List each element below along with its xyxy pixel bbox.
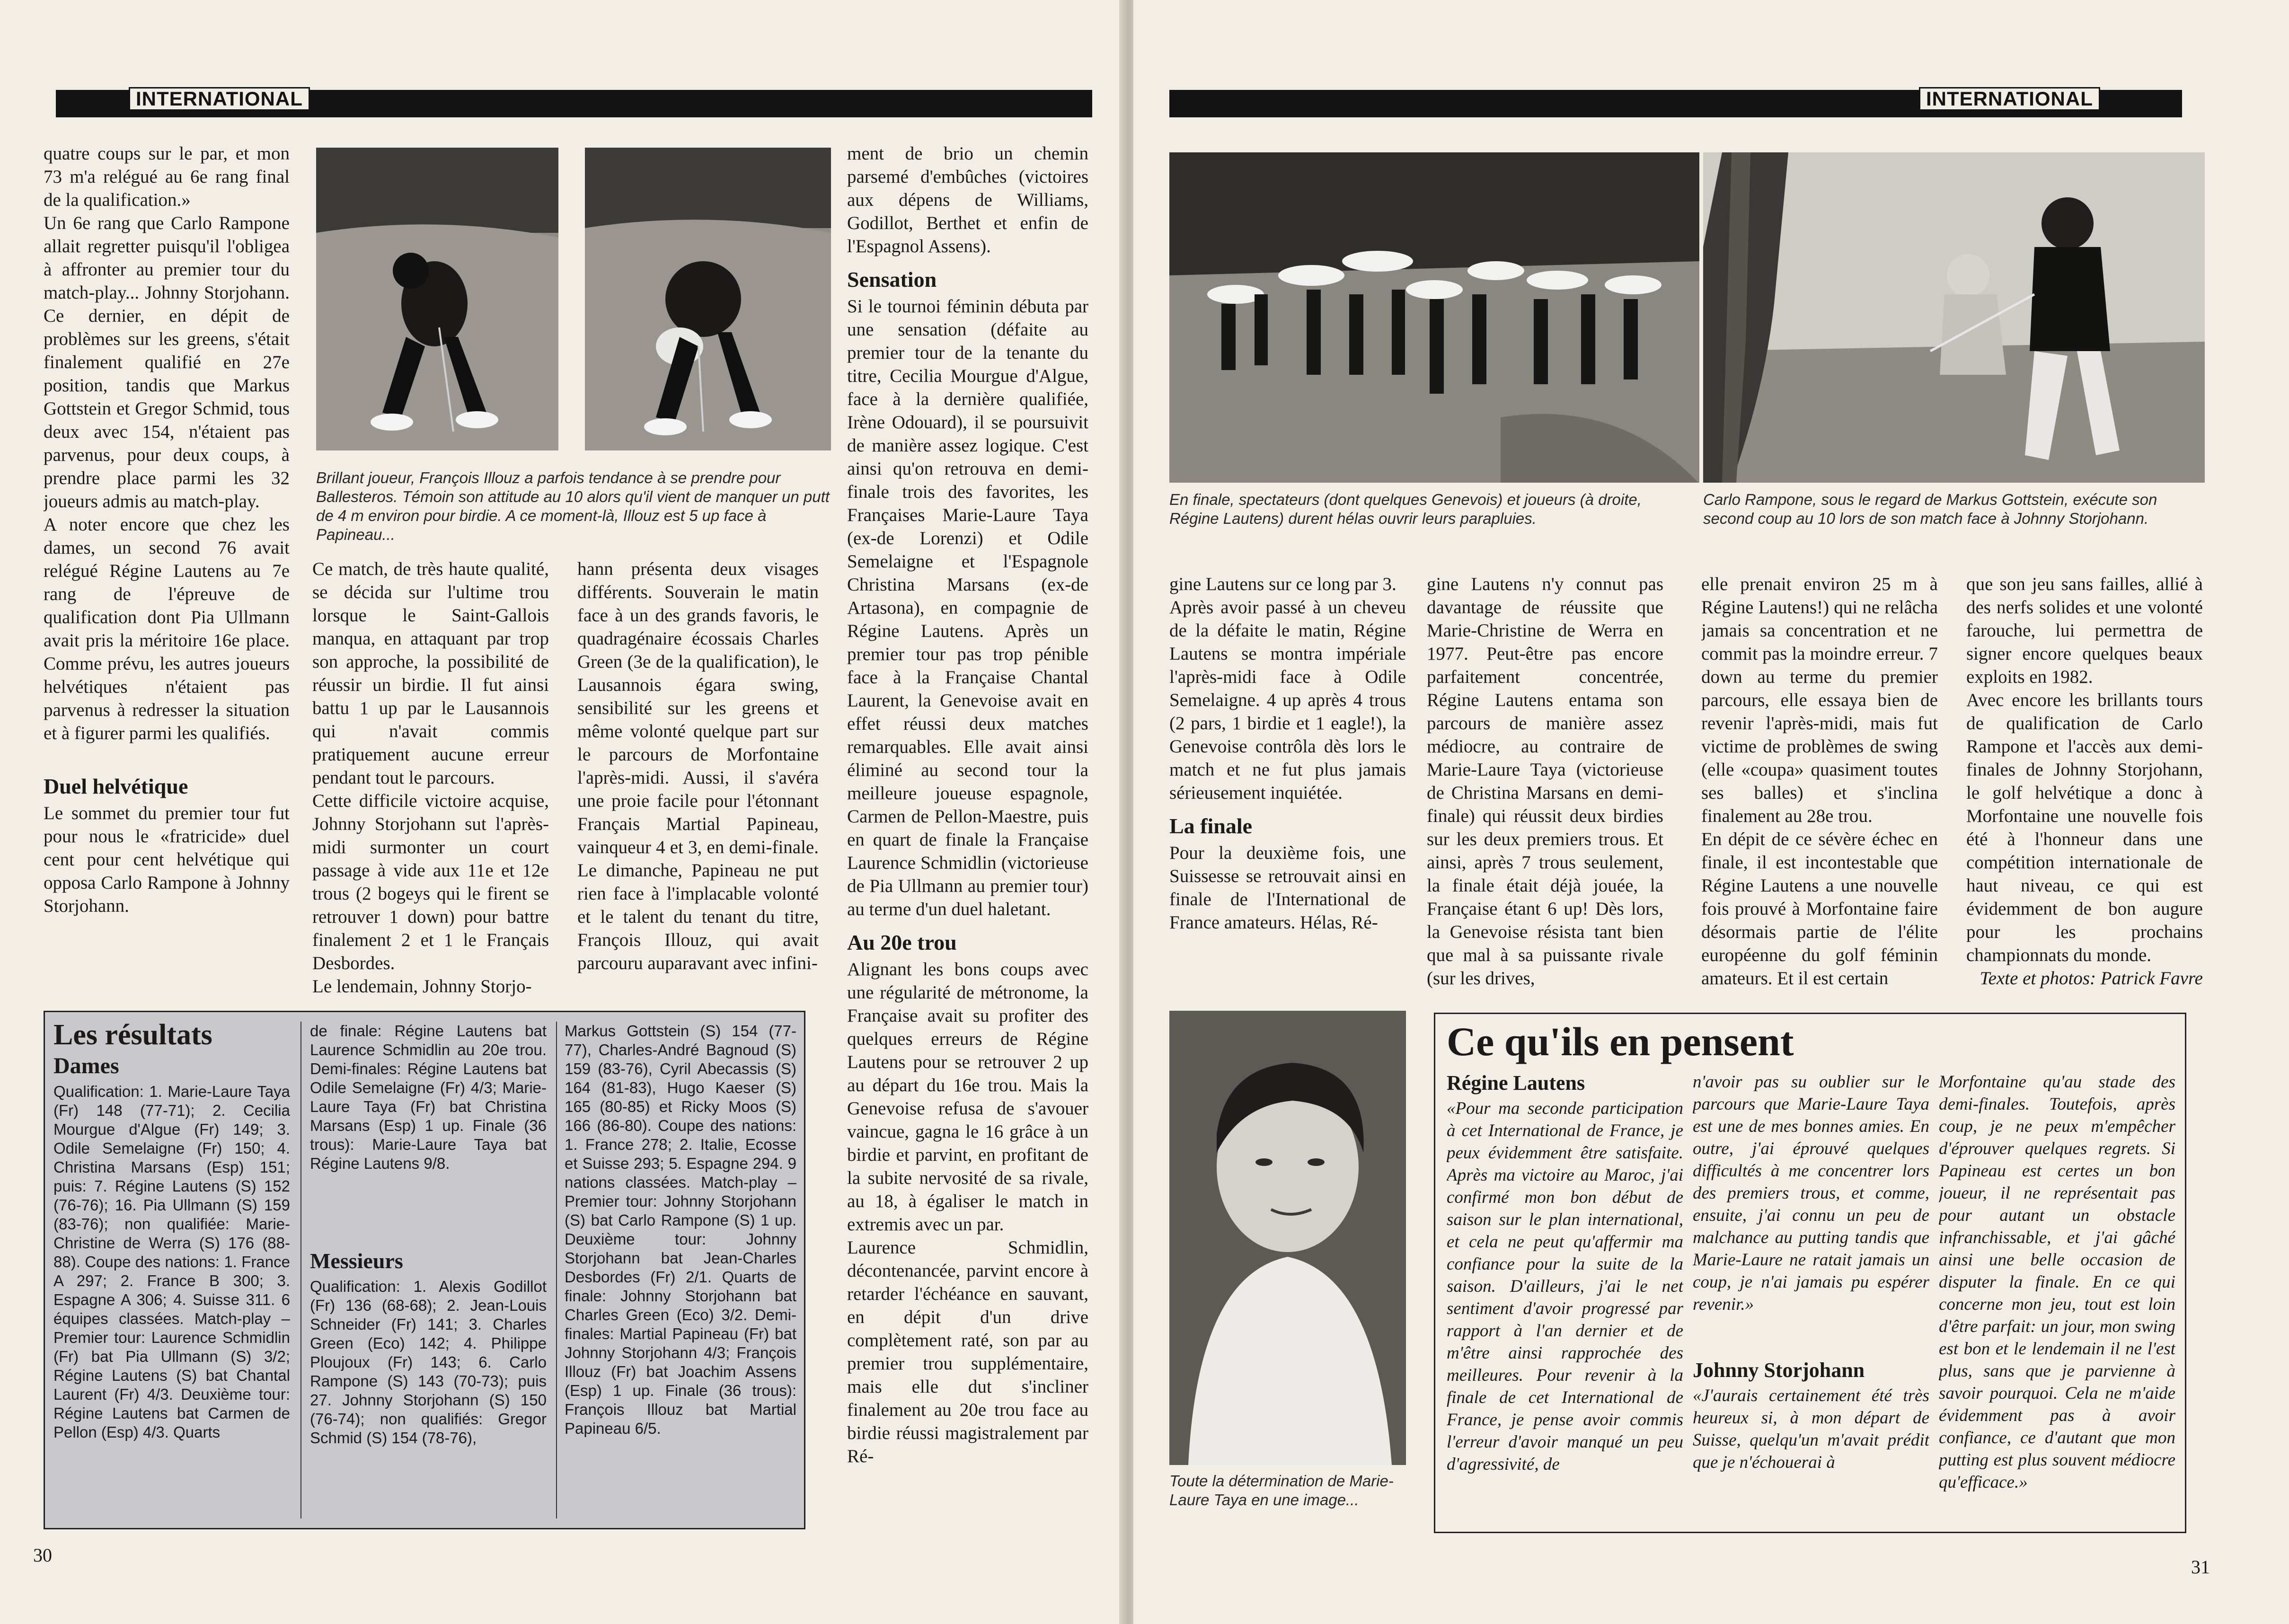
- left-page: [0, 0, 1122, 1624]
- photo-marie-laure-taya: [1169, 1011, 1406, 1465]
- paragraph: Un 6e rang que Carlo Rampone allait regretter puisqu'il l'obligea à affronter au premier tour du match-play... Johnny Storjohann. Ce dernier, en dépit de problèmes sur les greens, s'était finalement qualifié en 27e position, tandis que Markus Gottstein et Gregor Schmid, tous deux avec 154, n'étaient pas parvenus, pour deux coups, à prendre place parmi les 32 joueurs admis au match-play.: [44, 213, 290, 512]
- page-number-right: 31: [2191, 1556, 2210, 1578]
- opinion-quote-storjohann: «J'aurais certainement été très heureux si, à mon départ de Suisse, quelqu'un m'avait prédit que je n'échouerai à: [1693, 1386, 1929, 1472]
- paragraph: que son jeu sans failles, allié à des nerfs solides et une volonté farouche, lui permettra de signer encore quelques beaux exploits en 1982.: [1966, 574, 2203, 687]
- paragraph: hann présenta deux visages différents. Souverain le matin face à un des grands favoris, le quadragénaire écossais Charles Green (3e de la qualification), le Lausannois égara swing, sensibilité sur les greens et même volonté quelque part sur le parcours de Morfontaine l'après-midi. Aussi, il s'avéra une proie facile pour l'étonnant Français Martial Papineau, vainqueur 4 et 3, en demi-finale. Le dimanche, Papineau ne put rien face à l'implacable volonté et le talent du tenant du titre, François Illouz, qui avait parcouru auparavant avec infini-: [577, 559, 819, 973]
- left-column-1: [44, 142, 290, 994]
- section-tag-right: INTERNATIONAL: [1919, 87, 2100, 111]
- results-dames-finals: de finale: Régine Lautens bat Laurence Schmidlin au 20e trou. Demi-finales: Régine Lautens bat Odile Semelaigne (Fr) 4/3; Marie-Laure Taya (Fr) bat Christina Marsans (Esp) 1 up. Finale (36 trous): Marie-Laure Taya bat Régine Lautens 9/8.: [310, 1022, 547, 1172]
- paragraph: Alignant les bons coups avec une régularité de métronome, la Française avait su profiter des quelques erreurs de Régine Lautens pour se retrouver 2 up au départ du 16e trou. Mais la Genevoise refusa de s'avouer vaincue, gagna le 16 grâce à un birdie et parvint, en profitant de la subite nervosité de sa rivale, au 18, à égaliser le match in extremis avec un par.: [847, 959, 1088, 1235]
- photo-spectators-umbrellas: [1169, 152, 1699, 483]
- left-column-3: [577, 557, 819, 1002]
- paragraph: Si le tournoi féminin débuta par une sensation (défaite au premier tour de la tenante du titre, Cecilia Mourgue d'Algue, face à la dernière qualifiée, Irène Odouard), il se poursuivit de manière assez logique. C'est ainsi qu'on retrouva en demi-finale trois des favorites, les Françaises Marie-Laure Taya (ex-de Lorenzi) et Odile Semelaigne et l'Espagnole Christina Marsans (ex-de Artasona), en compagnie de Régine Lautens. Après un premier tour pas trop pénible face à la Française Chantal Laurent, la Genevoise avait en effet réussi deux matches remarquables. Elle avait ainsi éliminé au second tour la meilleure joueuse espagnole, Carmen de Pellon-Maestre, puis en quart de finale la Française Laurence Schmidlin (victorieuse de Pia Ullmann au premier tour) au terme d'un duel haletant.: [847, 296, 1088, 919]
- opinion-col-1: [1447, 1071, 1683, 1525]
- paragraph: gine Lautens n'y connut pas davantage de réussite que Marie-Christine de Werra en 1977. Peut-être pas encore parfaitement concentrée, Régine Lautens entama son parcours de manière assez médiocre, au contraire de Marie-Laure Taya (victorieuse de Christina Marsans en demi-finale) qui réussit deux birdies sur les deux premiers trous. Et ainsi, après 7 trous seulement, la finale était déjà jouée, la Française étant 6 up! Dès lors, la Genevoise résista tant bien que mal à sa puissante rivale (sur les drives,: [1427, 574, 1663, 989]
- paragraph: Pour la deuxième fois, une Suissesse se retrouvait ainsi en finale de l'International de France amateurs. Hélas, Ré-: [1169, 843, 1406, 933]
- left-column-4: [847, 142, 1088, 1543]
- results-messieurs-text: Qualification: 1. Alexis Godillot (Fr) 136 (68-68); 2. Jean-Louis Schneider (Fr) 141; 3. Charles Green (Eco) 142; 4. Philippe Ploujoux (Fr) 143; 6. Carlo Rampone (S) 143 (70-73); puis 27. Johnny Storjohann (S) 150 (76-74); non qualifiés: Gregor Schmid (S) 154 (78-76),: [310, 1278, 547, 1447]
- results-col-2: [310, 1022, 547, 1523]
- opinion-quote-lautens: «Pour ma seconde participation à cet International de France, je peux évidemment être satisfaite. Après ma victoire au Maroc, j'ai confirmé mon bon début de saison sur le plan international, et cela ne peut qu'affermir ma confiance pour la suite de la saison. D'ailleurs, j'ai le net sentiment d'avoir progressé par rapport à l'an dernier et de m'être ainsi rapprochée des meilleures. Pour revenir à la finale de cet International de France, je pense avoir commis l'erreur d'avoir manqué un peu d'agressivité, de: [1447, 1099, 1683, 1474]
- opinion-quote-storjohann-continued: Morfontaine qu'au stade des demi-finales. Toutefois, après coup, je ne peux m'empêcher d'éprouver quelques regrets. Si Papineau est certes un bon joueur, il ne représentait pas pour autant un obstacle infranchissable, et j'ai gâché ainsi une belle occasion de disputer la finale. En ce qui concerne mon jeu, tout est loin d'être parfait: un jour, mon swing est bon et le lendemain il ne l'est plus, sans que je parvienne à savoir pourquoi. Cela ne m'aide évidemment pas à avoir confiance, ce d'autant que mon putting est plus souvent médiocre qu'efficace.»: [1939, 1072, 2175, 1492]
- paragraph: Ce match, de très haute qualité, se décida sur l'ultime trou lorsque le Saint-Gallois manqua, en attaquant par trop son approche, la possibilité de réussir un birdie. Il fut ainsi battu 1 up par le Lausannois qui n'avait commis pratiquement aucune erreur pendant tout le parcours.: [312, 559, 549, 788]
- photo-illouz-2: [585, 148, 831, 450]
- results-dames-text: Qualification: 1. Marie-Laure Taya (Fr) 148 (77-71); 2. Cecilia Mourgue d'Algue (Fr) 149; 3. Odile Semelaigne (Fr) 150; 4. Christina Marsans (Esp) 151; puis: 7. Régine Lautens (S) 152 (76-76); 16. Pia Ullmann (S) 159 (83-76); non qualifiée: Marie-Christine de Werra (S) 176 (88-88). Coupe des nations: 1. France A 297; 2. France B 300; 3. Espagne A 306; 4. Suisse 311. 6 équipes classées. Match-play – Premier tour: Laurence Schmidlin (Fr) bat Pia Ullmann (S) 3/2; Régine Lautens (S) bat Chantal Laurent (Fr) 4/3. Deuxième tour: Régine Lautens bat Carmen de Pellon (Esp) 4/3. Quarts: [53, 1083, 290, 1441]
- paragraph: elle prenait environ 25 m à Régine Lautens!) qui ne relâcha jamais sa concentration et ne commit pas la moindre erreur. 7 down au terme du premier parcours, elle essaya bien de revenir l'après-midi, mais fut victime de problèmes de swing (elle «coupa» quasiment toutes ses balles) et s'inclina finalement au 28e trou.: [1701, 574, 1938, 826]
- paragraph: ment de brio un chemin parsemé d'embûches (victoires aux dépens de Williams, Godillot, Berthet et enfin de l'Espagnol Assens).: [847, 143, 1088, 256]
- photo-illouz-1: [316, 148, 558, 450]
- photo-caption-rampone: Carlo Rampone, sous le regard de Markus Gottstein, exécute son second coup au 10 lors de son match face à Johnny Storjohann.: [1703, 491, 2157, 527]
- paragraph: gine Lautens sur ce long par 3.: [1169, 574, 1396, 594]
- opinion-col-2: [1693, 1071, 1929, 1525]
- portrait-caption: Toute la détermination de Marie-Laure Taya en une image...: [1169, 1472, 1394, 1509]
- paragraph: Le lendemain, Johnny Storjo-: [312, 976, 532, 997]
- column-divider: [556, 1022, 557, 1518]
- photo-credit: Texte et photos: Patrick Favre: [1980, 968, 2203, 989]
- subheading-duel: Duel helvétique: [44, 774, 188, 798]
- paragraph: En dépit de ce sévère échec en finale, il est incontestable que Régine Lautens a une nouvelle fois prouvé à Morfontaine faire désormais partie de l'élite européenne du golf féminin amateurs. Et il est certain: [1701, 829, 1938, 989]
- results-messieurs-heading: Messieurs: [310, 1249, 403, 1273]
- column-divider: [300, 1022, 301, 1518]
- opinion-box: [1434, 1013, 2186, 1533]
- results-title: Les résultats: [53, 1019, 212, 1051]
- left-column-2: [312, 557, 549, 1002]
- opinion-title: Ce qu'ils en pensent: [1447, 1019, 1794, 1064]
- opinion-name-storjohann: Johnny Storjohann: [1693, 1359, 1865, 1382]
- photo-caption-illouz: Brillant joueur, François Illouz a parfois tendance à se prendre pour Ballesteros. Témoin son attitude au 10 alors qu'il vient de manquer un putt de 4 m environ pour birdie. A ce moment-là, Illouz est 5 up face à Papineau...: [316, 469, 830, 543]
- right-page: [1133, 0, 2289, 1624]
- opinion-quote-lautens-continued: n'avoir pas su oublier sur le parcours que Marie-Laure Taya est une de mes bonnes amies. En outre, j'ai éprouvé quelques difficultés à me concentrer lors des premiers trous, et comme, ensuite, j'ai connu un peu de malchance au putting tandis que Marie-Laure ne ratait jamais un coup, je n'ai jamais pu espérer revenir.»: [1693, 1072, 1929, 1314]
- subheading-la-finale: La finale: [1169, 814, 1253, 838]
- subheading-sensation: Sensation: [847, 267, 937, 291]
- photo-rampone-tree: [1703, 152, 2205, 483]
- photo-caption-umbrellas: En finale, spectateurs (dont quelques Genevois) et joueurs (à droite, Régine Lautens) durent hélas ouvrir leurs parapluies.: [1169, 491, 1642, 527]
- right-column-1: [1169, 573, 1406, 989]
- paragraph: Avec encore les brillants tours de qualification de Carlo Rampone et l'accès aux demi-finales de Johnny Storjohann, le golf helvétique a donc à Morfontaine une nouvelle fois été à l'honneur dans une compétition internationale de haut niveau, ce qui est évidemment de bon augure pour les prochains championnats du monde.: [1966, 690, 2203, 965]
- right-column-3: [1701, 573, 1938, 989]
- paragraph: Après avoir passé à un cheveu de la défaite le matin, Régine Lautens se montra impériale l'après-midi face à Odile Semelaigne. 4 up après 4 trous (2 pars, 1 birdie et 1 eagle!), la Genevoise contrôla dès lors le match et ne fut plus jamais sérieusement inquiétée.: [1169, 597, 1406, 803]
- paragraph: Laurence Schmidlin, décontenancée, parvint encore à retarder l'échéance en sauvant, en dépit d'un drive complètement raté, son par au premier trou supplémentaire, mais elle dut s'incliner finalement au 20e trou face au birdie réussi magistralement par Ré-: [847, 1237, 1088, 1466]
- results-box: [44, 1011, 805, 1529]
- paragraph: Le sommet du premier tour fut pour nous le «fratricide» duel cent pour cent helvétique qui opposa Carlo Rampone à Johnny Storjohann.: [44, 803, 290, 916]
- paragraph: Cette difficile victoire acquise, Johnny Storjohann sut l'après-midi surmonter un court passage à vide aux 11e et 12e trous (2 bogeys qui le firent se retrouver 1 down) pour battre finalement 2 et 1 le Français Desbordes.: [312, 791, 549, 973]
- paragraph: A noter encore que chez les dames, un second 76 avait relégué Régine Lautens au 7e rang de l'épreuve de qualification dont Pia Ullmann avait pris la méritoire 16e place. Comme prévu, les autres joueurs helvétiques n'étaient pas parvenus à redresser la situation et à figurer parmi les qualifiés.: [44, 514, 290, 743]
- results-dames-heading: Dames: [53, 1053, 119, 1078]
- subheading-20e-trou: Au 20e trou: [847, 930, 957, 954]
- right-column-2: [1427, 573, 1663, 989]
- results-col-3: [565, 1022, 796, 1523]
- opinion-col-3: [1939, 1071, 2175, 1525]
- results-col-1: [53, 1082, 290, 1522]
- right-column-4: [1966, 573, 2203, 989]
- paragraph: quatre coups sur le par, et mon 73 m'a relégué au 6e rang final de la qualification.»: [44, 143, 290, 210]
- results-messieurs-continued: Markus Gottstein (S) 154 (77-77), Charles-André Bagnoud (S) 159 (83-76), Cyril Abecassis (S) 164 (81-83), Hugo Kaeser (S) 165 (80-85) et Ricky Moos (S) 166 (86-80). Coupe des nations: 1. France 278; 2. Italie, Ecosse et Suisse 293; 5. Espagne 294. 9 nations classées. Match-play – Premier tour: Johnny Storjohann (S) bat Carlo Rampone (S) 1 up. Deuxième tour: Johnny Storjohann bat Jean-Charles Desbordes (Fr) 2/1. Quarts de finale: Johnny Storjohann bat Charles Green (Eco) 3/2. Demi-finales: Martial Papineau (Fr) bat Johnny Storjohann 4/3; François Illouz (Fr) bat Joachim Assens (Esp) 1 up. Finale (36 trous): François Illouz bat Martial Papineau 6/5.: [565, 1022, 796, 1437]
- opinion-name-lautens: Régine Lautens: [1447, 1071, 1585, 1094]
- page-number-left: 30: [33, 1545, 52, 1566]
- section-tag-left: INTERNATIONAL: [129, 87, 310, 111]
